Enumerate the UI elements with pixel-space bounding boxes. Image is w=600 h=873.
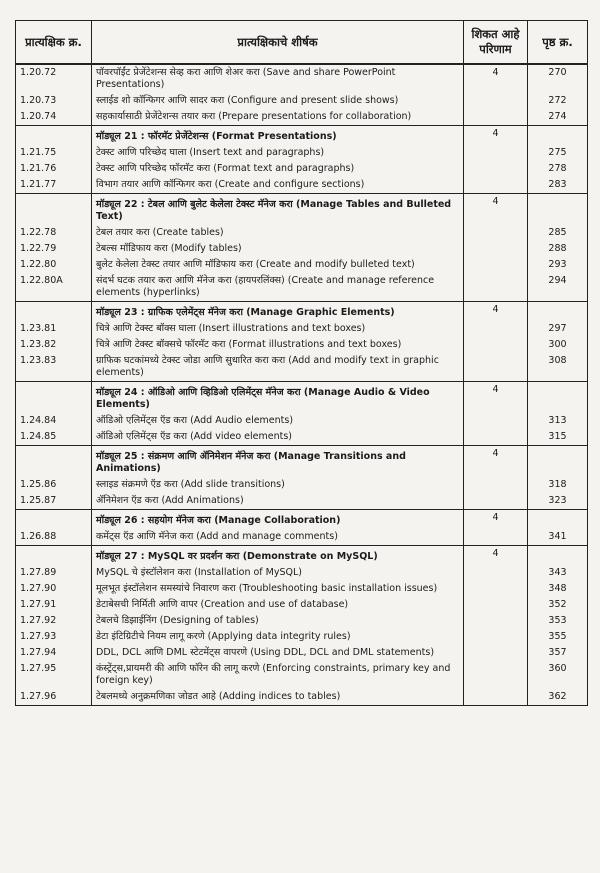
- practical-title: टेबल तयार करा (Create tables): [92, 225, 464, 241]
- practical-number: 1.20.73: [16, 93, 92, 109]
- page-number: 270: [528, 64, 588, 93]
- practical-number: 1.27.94: [16, 645, 92, 661]
- module-row: [16, 510, 588, 530]
- practical-title: टेबलमध्ये अनुक्रमणिका जोडत आहे (Adding indices to tables): [92, 689, 464, 706]
- practical-title: सहकार्यासाठी प्रेजेंटेशन्स तयार करा (Prepare presentations for collaboration): [92, 109, 464, 126]
- page-number: 272: [528, 93, 588, 109]
- practical-number: 1.22.79: [16, 241, 92, 257]
- learning-outcome-cell: 4: [464, 302, 528, 382]
- header-page-no: पृष्ठ क्र.: [528, 21, 588, 65]
- practical-title: संदर्भ घटक तयार करा आणि मॅनेज करा (हायपरलिंक्स) (Create and manage reference elements (hyperlinks): [92, 273, 464, 302]
- practical-title: पॉवरपॉईंट प्रेजेंटेशन्स सेव्ह करा आणि शेअर करा (Save and share PowerPoint Presentations): [92, 64, 464, 93]
- table-row: [16, 64, 588, 93]
- learning-outcome-cell: 4: [464, 382, 528, 446]
- practical-title: चित्रे आणि टेक्स्ट बॉक्स घाला (Insert illustrations and text boxes): [92, 321, 464, 337]
- practical-title: ऑडिओ एलिमेंट्स ऍड करा (Add video elements): [92, 429, 464, 446]
- learning-outcome-cell: 4: [464, 446, 528, 510]
- module-row: [16, 302, 588, 322]
- practical-number: 1.27.95: [16, 661, 92, 689]
- module-number-cell: [16, 126, 92, 146]
- page-number: 353: [528, 613, 588, 629]
- page-number: 308: [528, 353, 588, 382]
- module-page-cell: [528, 194, 588, 226]
- learning-outcome-cell: 4: [464, 64, 528, 126]
- page-number: 341: [528, 529, 588, 546]
- page-number: 285: [528, 225, 588, 241]
- learning-outcome-cell: 4: [464, 194, 528, 302]
- practical-number: 1.22.80A: [16, 273, 92, 302]
- practical-number: 1.27.89: [16, 565, 92, 581]
- practical-title: चित्रे आणि टेक्स्ट बॉक्सचे फॉरमॅट करा (Format illustrations and text boxes): [92, 337, 464, 353]
- page-number: 360: [528, 661, 588, 689]
- practical-number: 1.21.77: [16, 177, 92, 194]
- table-body: [16, 64, 588, 706]
- practical-number: 1.27.92: [16, 613, 92, 629]
- practical-number: 1.20.74: [16, 109, 92, 126]
- practical-title: बुलेट केलेला टेक्स्ट तयार आणि मॉडिफाय करा (Create and modify bulleted text): [92, 257, 464, 273]
- practical-title: ऑडिओ एलिमेंट्स ऍड करा (Add Audio elements): [92, 413, 464, 429]
- learning-outcome-cell: 4: [464, 126, 528, 194]
- module-number-cell: [16, 546, 92, 566]
- page-number: 348: [528, 581, 588, 597]
- module-page-cell: [528, 382, 588, 414]
- page-number: 362: [528, 689, 588, 706]
- page-number: 318: [528, 477, 588, 493]
- module-heading: मॉड्यूल 22 : टेबल आणि बुलेट केलेला टेक्स्ट मॅनेज करा (Manage Tables and Bulleted Text): [92, 194, 464, 226]
- practical-title: ग्राफिक घटकांमध्ये टेक्स्ट जोडा आणि सुधारित करा करा (Add and modify text in graphic elements): [92, 353, 464, 382]
- practical-number: 1.21.76: [16, 161, 92, 177]
- module-heading: मॉड्यूल 21 : फॉरमॅट प्रेजेंटेशन्स (Format Presentations): [92, 126, 464, 146]
- page-number: 288: [528, 241, 588, 257]
- header-practical-title: प्रात्यक्षिकाचे शीर्षक: [92, 21, 464, 65]
- practical-title: डेटा इंटिग्रिटीचे नियम लागू करणे (Applying data integrity rules): [92, 629, 464, 645]
- practical-title: MySQL चे इंस्टॉलेशन करा (Installation of MySQL): [92, 565, 464, 581]
- practical-number: 1.20.72: [16, 64, 92, 93]
- practical-number: 1.23.83: [16, 353, 92, 382]
- practical-number: 1.24.85: [16, 429, 92, 446]
- practical-title: DDL, DCL आणि DML स्टेटमेंट्स वापरणे (Using DDL, DCL and DML statements): [92, 645, 464, 661]
- page-number: 275: [528, 145, 588, 161]
- page-number: 323: [528, 493, 588, 510]
- practical-number: 1.22.80: [16, 257, 92, 273]
- practical-title: कमेंट्स ऍड आणि मॅनेज करा (Add and manage comments): [92, 529, 464, 546]
- practical-number: 1.26.88: [16, 529, 92, 546]
- practical-number: 1.27.90: [16, 581, 92, 597]
- practical-number: 1.23.81: [16, 321, 92, 337]
- practical-title: स्लाईड शो कॉन्फिगर आणि सादर करा (Configure and present slide shows): [92, 93, 464, 109]
- page-number: 294: [528, 273, 588, 302]
- page-number: 283: [528, 177, 588, 194]
- module-row: [16, 382, 588, 414]
- page-number: 300: [528, 337, 588, 353]
- practical-title: टेक्स्ट आणि परिच्छेद घाला (Insert text and paragraphs): [92, 145, 464, 161]
- practical-title: टेबलचे डिझाईनिंग (Designing of tables): [92, 613, 464, 629]
- page-number: 352: [528, 597, 588, 613]
- page-number: 313: [528, 413, 588, 429]
- page-number: 278: [528, 161, 588, 177]
- module-number-cell: [16, 382, 92, 414]
- module-page-cell: [528, 126, 588, 146]
- practical-title: स्लाइड संक्रमणे ऍड करा (Add slide transitions): [92, 477, 464, 493]
- module-page-cell: [528, 510, 588, 530]
- practical-title: ॲनिमेशन ऍड करा (Add Animations): [92, 493, 464, 510]
- header-practical-no: प्रात्यक्षिक क्र.: [16, 21, 92, 65]
- module-row: [16, 446, 588, 478]
- table-header: [16, 21, 588, 65]
- module-number-cell: [16, 446, 92, 478]
- module-heading: मॉड्यूल 26 : सहयोग मॅनेज करा (Manage Collaboration): [92, 510, 464, 530]
- practical-number: 1.27.96: [16, 689, 92, 706]
- contents-table: [15, 20, 588, 706]
- module-heading: मॉड्यूल 27 : MySQL वर प्रदर्शन करा (Demonstrate on MySQL): [92, 546, 464, 566]
- module-page-cell: [528, 546, 588, 566]
- module-page-cell: [528, 446, 588, 478]
- practical-number: 1.25.86: [16, 477, 92, 493]
- practical-title: विभाग तयार आणि कॉन्फिगर करा (Create and configure sections): [92, 177, 464, 194]
- practical-title: टेक्स्ट आणि परिच्छेद फॉरमॅट करा (Format text and paragraphs): [92, 161, 464, 177]
- page-number: 293: [528, 257, 588, 273]
- module-number-cell: [16, 510, 92, 530]
- practical-number: 1.24.84: [16, 413, 92, 429]
- module-number-cell: [16, 302, 92, 322]
- module-number-cell: [16, 194, 92, 226]
- practical-title: टेबल्स मॉडिफाय करा (Modify tables): [92, 241, 464, 257]
- practical-number: 1.27.91: [16, 597, 92, 613]
- page-number: 355: [528, 629, 588, 645]
- practical-number: 1.22.78: [16, 225, 92, 241]
- module-row: [16, 546, 588, 566]
- practical-number: 1.23.82: [16, 337, 92, 353]
- page-number: 315: [528, 429, 588, 446]
- practical-title: डेटाबेसची निर्मिती आणि वापर (Creation and use of database): [92, 597, 464, 613]
- module-heading: मॉड्यूल 25 : संक्रमण आणि ॲनिमेशन मॅनेज करा (Manage Transitions and Animations): [92, 446, 464, 478]
- page-number: 343: [528, 565, 588, 581]
- practical-title: मूलभूत इंस्टॉलेशन समस्यांचे निवारण करा (Troubleshooting basic installation issues): [92, 581, 464, 597]
- practical-title: कंस्ट्रेंट्स,प्रायमरी की आणि फॉरेन की लागू करणे (Enforcing constraints, primary key and foreign key): [92, 661, 464, 689]
- practical-number: 1.21.75: [16, 145, 92, 161]
- learning-outcome-cell: 4: [464, 546, 528, 706]
- module-page-cell: [528, 302, 588, 322]
- practical-number: 1.27.93: [16, 629, 92, 645]
- learning-outcome-cell: 4: [464, 510, 528, 546]
- page-number: 274: [528, 109, 588, 126]
- page-number: 297: [528, 321, 588, 337]
- practical-number: 1.25.87: [16, 493, 92, 510]
- module-row: [16, 126, 588, 146]
- page-number: 357: [528, 645, 588, 661]
- module-row: [16, 194, 588, 226]
- module-heading: मॉड्यूल 23 : ग्राफिक एलेमेंट्स मॅनेज करा (Manage Graphic Elements): [92, 302, 464, 322]
- header-learning-outcome: शिकत आहे परिणाम: [464, 21, 528, 65]
- module-heading: मॉड्यूल 24 : ऑडिओ आणि व्हिडिओ एलिमेंट्स मॅनेज करा (Manage Audio & Video Elements): [92, 382, 464, 414]
